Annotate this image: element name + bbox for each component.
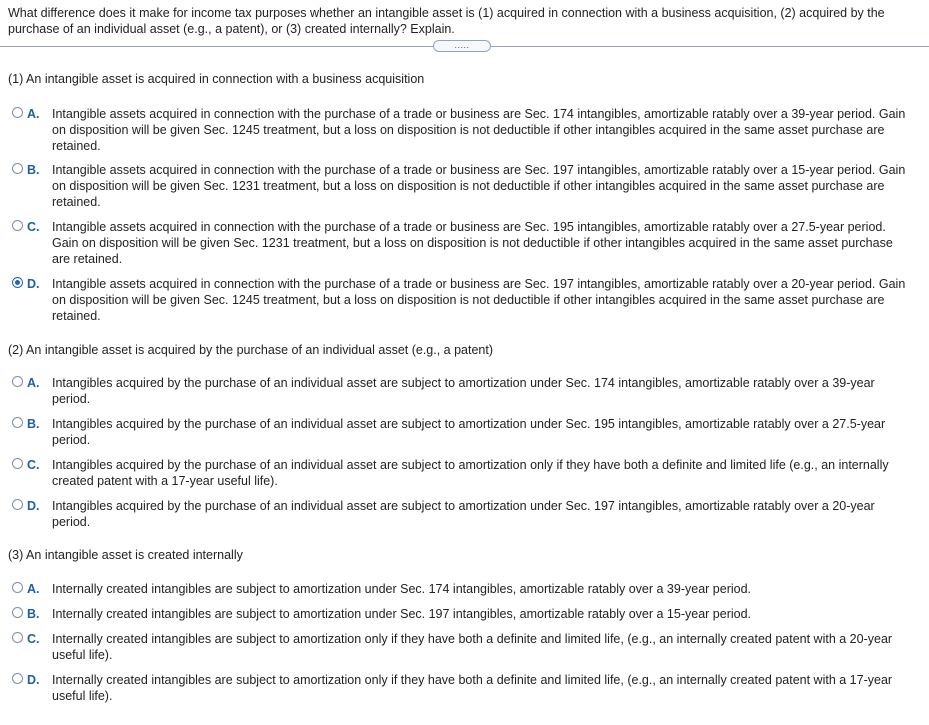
option-text: Intangibles acquired by the purchase of an individual asset are subject to amortization under Sec. 197 intangibles, amortizable ratably over a 20-year period. <box>52 499 875 529</box>
option-letter: B. <box>27 607 40 621</box>
option-letter: B. <box>27 163 40 177</box>
radio-button[interactable] <box>12 632 23 643</box>
radio-button[interactable] <box>12 607 23 618</box>
radio-button[interactable] <box>12 417 23 428</box>
option-letter: D. <box>27 277 40 291</box>
option-text: Intangible assets acquired in connection with the purchase of a trade or business are Sec. 197 intangibles, amortizable ratably over a 20-year period. Gain on disposition will be given Sec. 1245 treatment, but a loss on disposition is not deductible if other intangibles acquired in the same asset purchase are retained. <box>52 277 906 323</box>
question-text: What difference does it make for income tax purposes whether an intangible asset is (1) acquired in connection with a business acquisition, (2) acquired by the purchase of an individual asset (e.g., a patent), or (3) created internally? Explain. <box>8 6 885 36</box>
option-text: Internally created intangibles are subject to amortization under Sec. 197 intangibles, amortizable ratably over a 15-year period. <box>52 607 752 621</box>
option-letter: C. <box>27 632 40 646</box>
radio-button-selected[interactable] <box>12 277 23 288</box>
option-letter: D. <box>27 499 40 513</box>
radio-button[interactable] <box>12 499 23 510</box>
part-2-label: (2) An intangible asset is acquired by the purchase of an individual asset (e.g., a patent) <box>8 343 494 357</box>
option-text: Intangible assets acquired in connection with the purchase of a trade or business are Sec. 195 intangibles, amortizable ratably over a 27.5-year period. Gain on disposition will be given Sec. 1231 treatment, but a loss on disposition is not deductible if other intangibles acquired in the same asset purchase are retained. <box>52 220 893 266</box>
radio-button[interactable] <box>12 582 23 593</box>
expand-more-button[interactable]: ..... <box>433 40 491 52</box>
option-letter: D. <box>27 673 40 687</box>
radio-button[interactable] <box>12 376 23 387</box>
radio-button[interactable] <box>12 458 23 469</box>
radio-button[interactable] <box>12 220 23 231</box>
option-letter: C. <box>27 220 40 234</box>
radio-button[interactable] <box>12 163 23 174</box>
option-letter: A. <box>27 107 40 121</box>
option-text: Internally created intangibles are subject to amortization only if they have both a definite and limited life, (e.g., an internally created patent with a 17-year useful life). <box>52 673 893 703</box>
option-text: Internally created intangibles are subject to amortization under Sec. 174 intangibles, amortizable ratably over a 39-year period. <box>52 582 752 596</box>
option-text: Intangible assets acquired in connection with the purchase of a trade or business are Sec. 174 intangibles, amortizable ratably over a 39-year period. Gain on disposition will be given Sec. 1245 treatment, but a loss on disposition is not deductible if other intangibles acquired in the same asset purchase are retained. <box>52 107 906 153</box>
option-text: Intangibles acquired by the purchase of an individual asset are subject to amortization under Sec. 174 intangibles, amortizable ratably over a 39-year period. <box>52 376 875 406</box>
radio-button[interactable] <box>12 673 23 684</box>
option-text: Intangibles acquired by the purchase of an individual asset are subject to amortization under Sec. 195 intangibles, amortizable ratably over a 27.5-year period. <box>52 417 886 447</box>
part-3-label: (3) An intangible asset is created internally <box>8 548 243 562</box>
option-text: Intangibles acquired by the purchase of an individual asset are subject to amortization only if they have both a definite and limited life (e.g., an internally created patent with a 17-year useful life). <box>52 458 889 488</box>
option-text: Intangible assets acquired in connection with the purchase of a trade or business are Sec. 197 intangibles, amortizable ratably over a 15-year period. Gain on disposition will be given Sec. 1231 treatment, but a loss on disposition is not deductible if other intangibles acquired in the same asset purchase are retained. <box>52 163 906 209</box>
radio-button[interactable] <box>12 107 23 118</box>
part-1-label: (1) An intangible asset is acquired in connection with a business acquisition <box>8 72 425 86</box>
option-letter: C. <box>27 458 40 472</box>
option-text: Internally created intangibles are subject to amortization only if they have both a definite and limited life, (e.g., an internally created patent with a 20-year useful life). <box>52 632 893 662</box>
option-letter: A. <box>27 582 40 596</box>
option-letter: A. <box>27 376 40 390</box>
option-letter: B. <box>27 417 40 431</box>
